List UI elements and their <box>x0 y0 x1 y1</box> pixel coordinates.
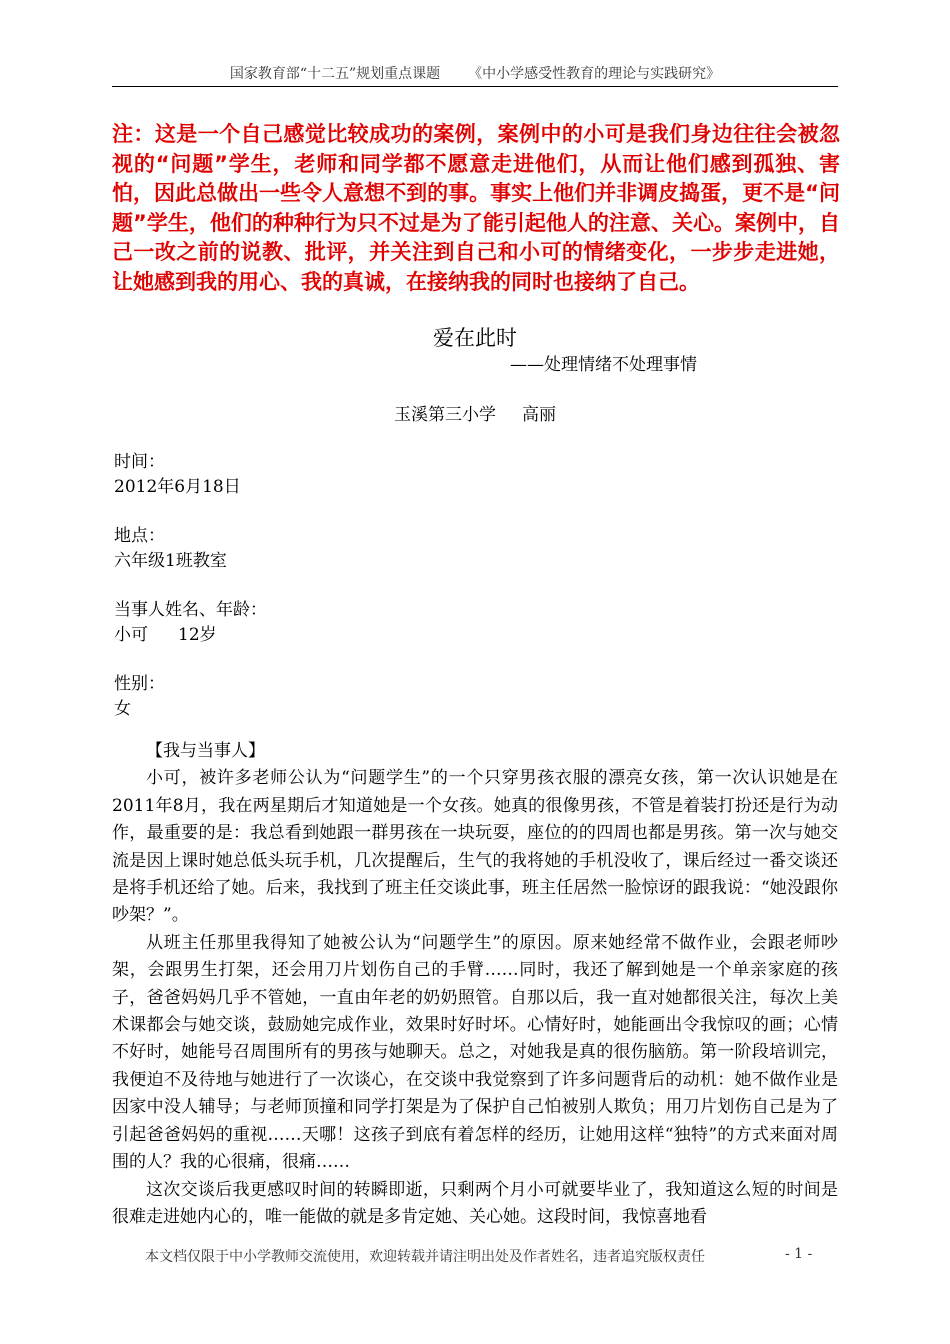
body-paragraph: 从班主任那里我得知了她被公认为“问题学生”的原因。原来她经常不做作业，会跟老师吵架，会跟男生打架，还会用刀片划伤自己的手臂……同时，我还了解到她是一个单亲家庭的孩子，爸爸妈妈几乎不管她，一直由年老的奶奶照管。自那以后，我一直对她都很关注，每次上美术课都会与她交谈，鼓励她完成作业，效果时好时坏。心情好时，她能画出令我惊叹的画；心情不好时，她能号召周围所有的男孩与她聊天。总之，对她我是真的很伤脑筋。第一阶段培训完，我便迫不及待地与她进行了一次谈心，在交谈中我觉察到了许多问题背后的动机：她不做作业是因家中没人辅导；与老师顶撞和同学打架是为了保护自己怕被别人欺负；用刀片划伤自己是为了引起爸爸妈妈的重视……天哪！这孩子到底有着怎样的经历，让她用这样“独特”的方式来面对周围的人？我的心很痛，很痛…… <box>112 932 838 1173</box>
place-label: 地点： <box>114 526 165 546</box>
header-research-title: 《中小学感受性教育的理论与实践研究》 <box>468 66 721 82</box>
header-project: 国家教育部“十二五”规划重点课题 <box>229 66 441 82</box>
gender-label: 性别： <box>114 674 165 694</box>
time-value: 2012年6月18日 <box>114 477 241 497</box>
place-value: 六年级1班教室 <box>114 551 227 571</box>
place-field <box>114 524 227 574</box>
page-number: - 1 - <box>785 1246 813 1262</box>
person-field <box>114 598 267 648</box>
person-name: 小可 <box>114 625 148 645</box>
section-heading: 【我与当事人】 <box>146 741 265 761</box>
person-value <box>114 623 267 648</box>
article-body <box>112 738 838 1231</box>
editor-note: 注：这是一个自己感觉比较成功的案例，案例中的小可是我们身边往往会被忽视的“问题”学生，老师和同学都不愿意走进他们，从而让他们感到孤独、害怕，因此总做出一些令人意想不到的事。事实上他们并非调皮捣蛋，更不是“问题”学生，他们的种种行为只不过是为了能引起他人的注意、关心。案例中，自己一改之前的说教、批评，并关注到自己和小可的情绪变化，一步步走进她，让她感到我的用心、我的真诚，在接纳我的同时也接纳了自己。 <box>112 122 840 294</box>
author-name: 高丽 <box>522 405 556 425</box>
page-header <box>112 64 838 87</box>
author-school: 玉溪第三小学 <box>394 405 496 425</box>
article-subtitle: ——处理情绪不处理事情 <box>510 355 697 375</box>
body-paragraph: 小可，被许多老师公认为“问题学生”的一个只穿男孩衣服的漂亮女孩，第一次认识她是在2011年8月，我在两星期后才知道她是一个女孩。她真的很像男孩，不管是着装打扮还是行为动作，最重要的是：我总看到她跟一群男孩在一块玩耍，座位的的四周也都是男孩。第一次与她交流是因上课时她总低头玩手机，几次提醒后，生气的我将她的手机没收了，课后经过一番交谈还是将手机还给了她。后来，我找到了班主任交谈此事，班主任居然一脸惊讶的跟我说：“她没跟你吵架？”。 <box>112 768 838 926</box>
article-title: 爱在此时 <box>433 326 517 350</box>
author-line <box>0 400 950 425</box>
time-field <box>114 450 241 500</box>
person-label: 当事人姓名、年龄： <box>114 600 267 620</box>
person-age: 12岁 <box>178 625 217 645</box>
time-label: 时间： <box>114 452 165 472</box>
gender-field <box>114 672 165 722</box>
body-paragraph: 这次交谈后我更感叹时间的转瞬即逝，只剩两个月小可就要毕业了，我知道这么短的时间是很难走进她内心的，唯一能做的就是多肯定她、关心她。这段时间，我惊喜地看 <box>112 1179 838 1227</box>
copyright-notice: 本文档仅限于中小学教师交流使用，欢迎转载并请注明出处及作者姓名，违者追究版权责任 <box>145 1249 705 1265</box>
gender-value: 女 <box>114 699 131 719</box>
